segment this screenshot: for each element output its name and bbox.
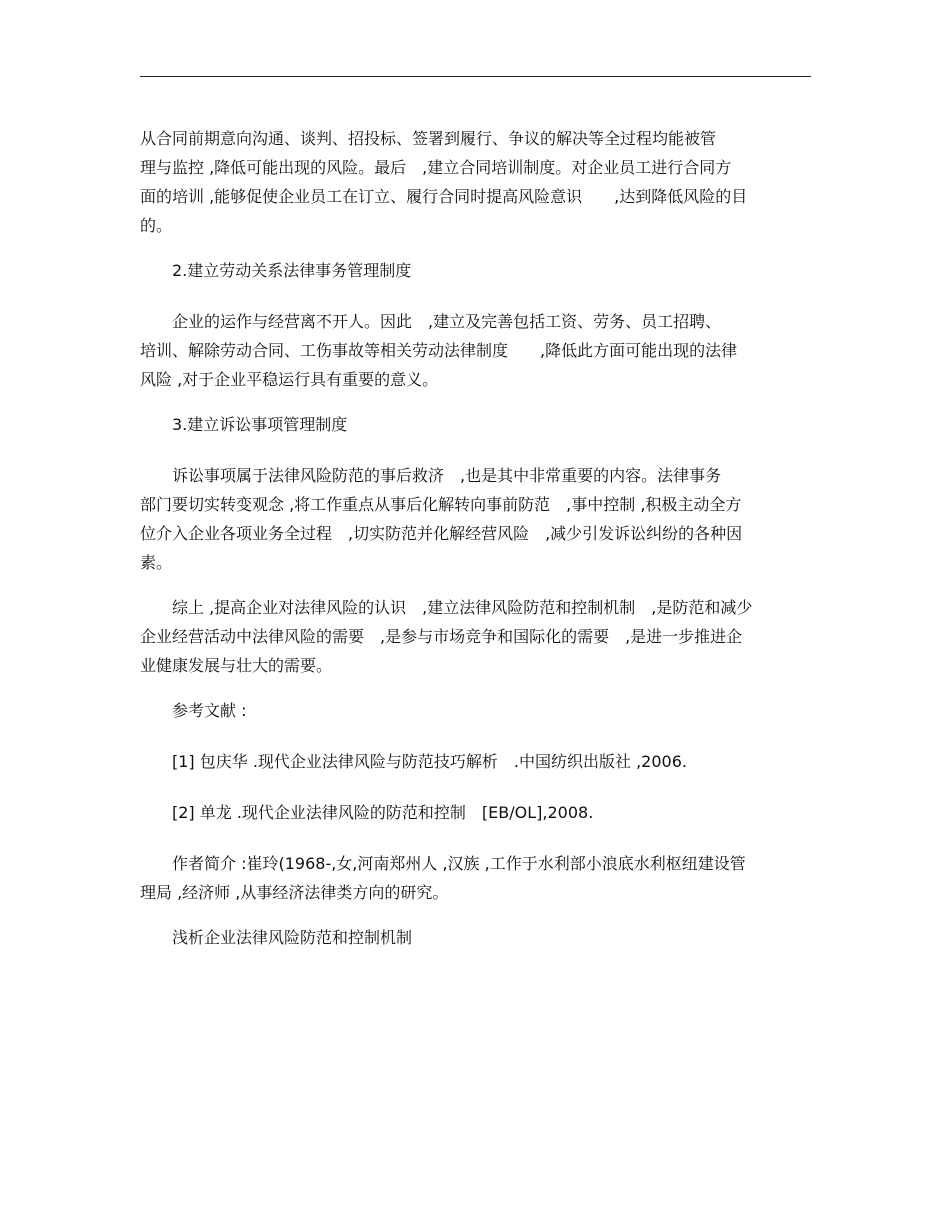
- text-line: 综上 ,提高企业对法律风险的认识 ,建立法律风险防范和控制机制 ,是防范和减少: [140, 598, 753, 617]
- text-line: 风险 ,对于企业平稳运行具有重要的意义。: [140, 370, 439, 389]
- text-line: 位介入企业各项业务全过程 ,切实防范并化解经营风险 ,减少引发诉讼纠纷的各种因: [140, 524, 743, 543]
- references-heading: 参考文献 :: [140, 701, 247, 720]
- text-line: 企业的运作与经营离不开人。因此 ,建立及完善包括工资、劳务、员工招聘、: [140, 312, 722, 331]
- text-line: 从合同前期意向沟通、谈判、招投标、签署到履行、争议的解决等全过程均能被管: [140, 129, 717, 148]
- document-body: [140, 124, 810, 974]
- text-line: 的。: [140, 216, 173, 235]
- reference-item-1: [1] 包庆华 .现代企业法律风险与防范技巧解析 .中国纺织出版社 ,2006.: [140, 752, 687, 771]
- paragraph-conclusion: [140, 593, 810, 680]
- author-bio: [140, 849, 810, 907]
- closing-title: 浅析企业法律风险防范和控制机制: [140, 928, 413, 947]
- reference-item-2: [2] 单龙 .现代企业法律风险的防范和控制 [EB/OL],2008.: [140, 803, 594, 822]
- text-line: 培训、解除劳动合同、工伤事故等相关劳动法律制度 ,降低此方面可能出现的法律: [140, 341, 738, 360]
- text-line: 业健康发展与壮大的需要。: [140, 656, 333, 675]
- text-line: 理局 ,经济师 ,从事经济法律类方向的研究。: [140, 883, 449, 902]
- section-heading-labor: 2.建立劳动关系法律事务管理制度: [140, 261, 412, 280]
- paragraph-litigation: [140, 461, 810, 577]
- paragraph-contract-management: [140, 124, 810, 240]
- text-line: 理与监控 ,降低可能出现的风险。最后 ,建立合同培训制度。对企业员工进行合同方: [140, 158, 732, 177]
- section-heading-litigation: 3.建立诉讼事项管理制度: [140, 415, 348, 434]
- text-line: 素。: [140, 553, 173, 572]
- text-line: 企业经营活动中法律风险的需要 ,是参与市场竞争和国际化的需要 ,是进一步推进企: [140, 627, 743, 646]
- text-line: 诉讼事项属于法律风险防范的事后救济 ,也是其中非常重要的内容。法律事务: [140, 466, 722, 485]
- paragraph-labor: [140, 307, 810, 394]
- text-line: 面的培训 ,能够促使企业员工在订立、履行合同时提高风险意识 ,达到降低风险的目: [140, 187, 748, 206]
- header-rule: [140, 76, 811, 77]
- text-line: 部门要切实转变观念 ,将工作重点从事后化解转向事前防范 ,事中控制 ,积极主动全方: [140, 495, 742, 514]
- text-line: 作者简介 :崔玲(1968-,女,河南郑州人 ,汉族 ,工作于水利部小浪底水利枢纽建设管: [140, 854, 746, 873]
